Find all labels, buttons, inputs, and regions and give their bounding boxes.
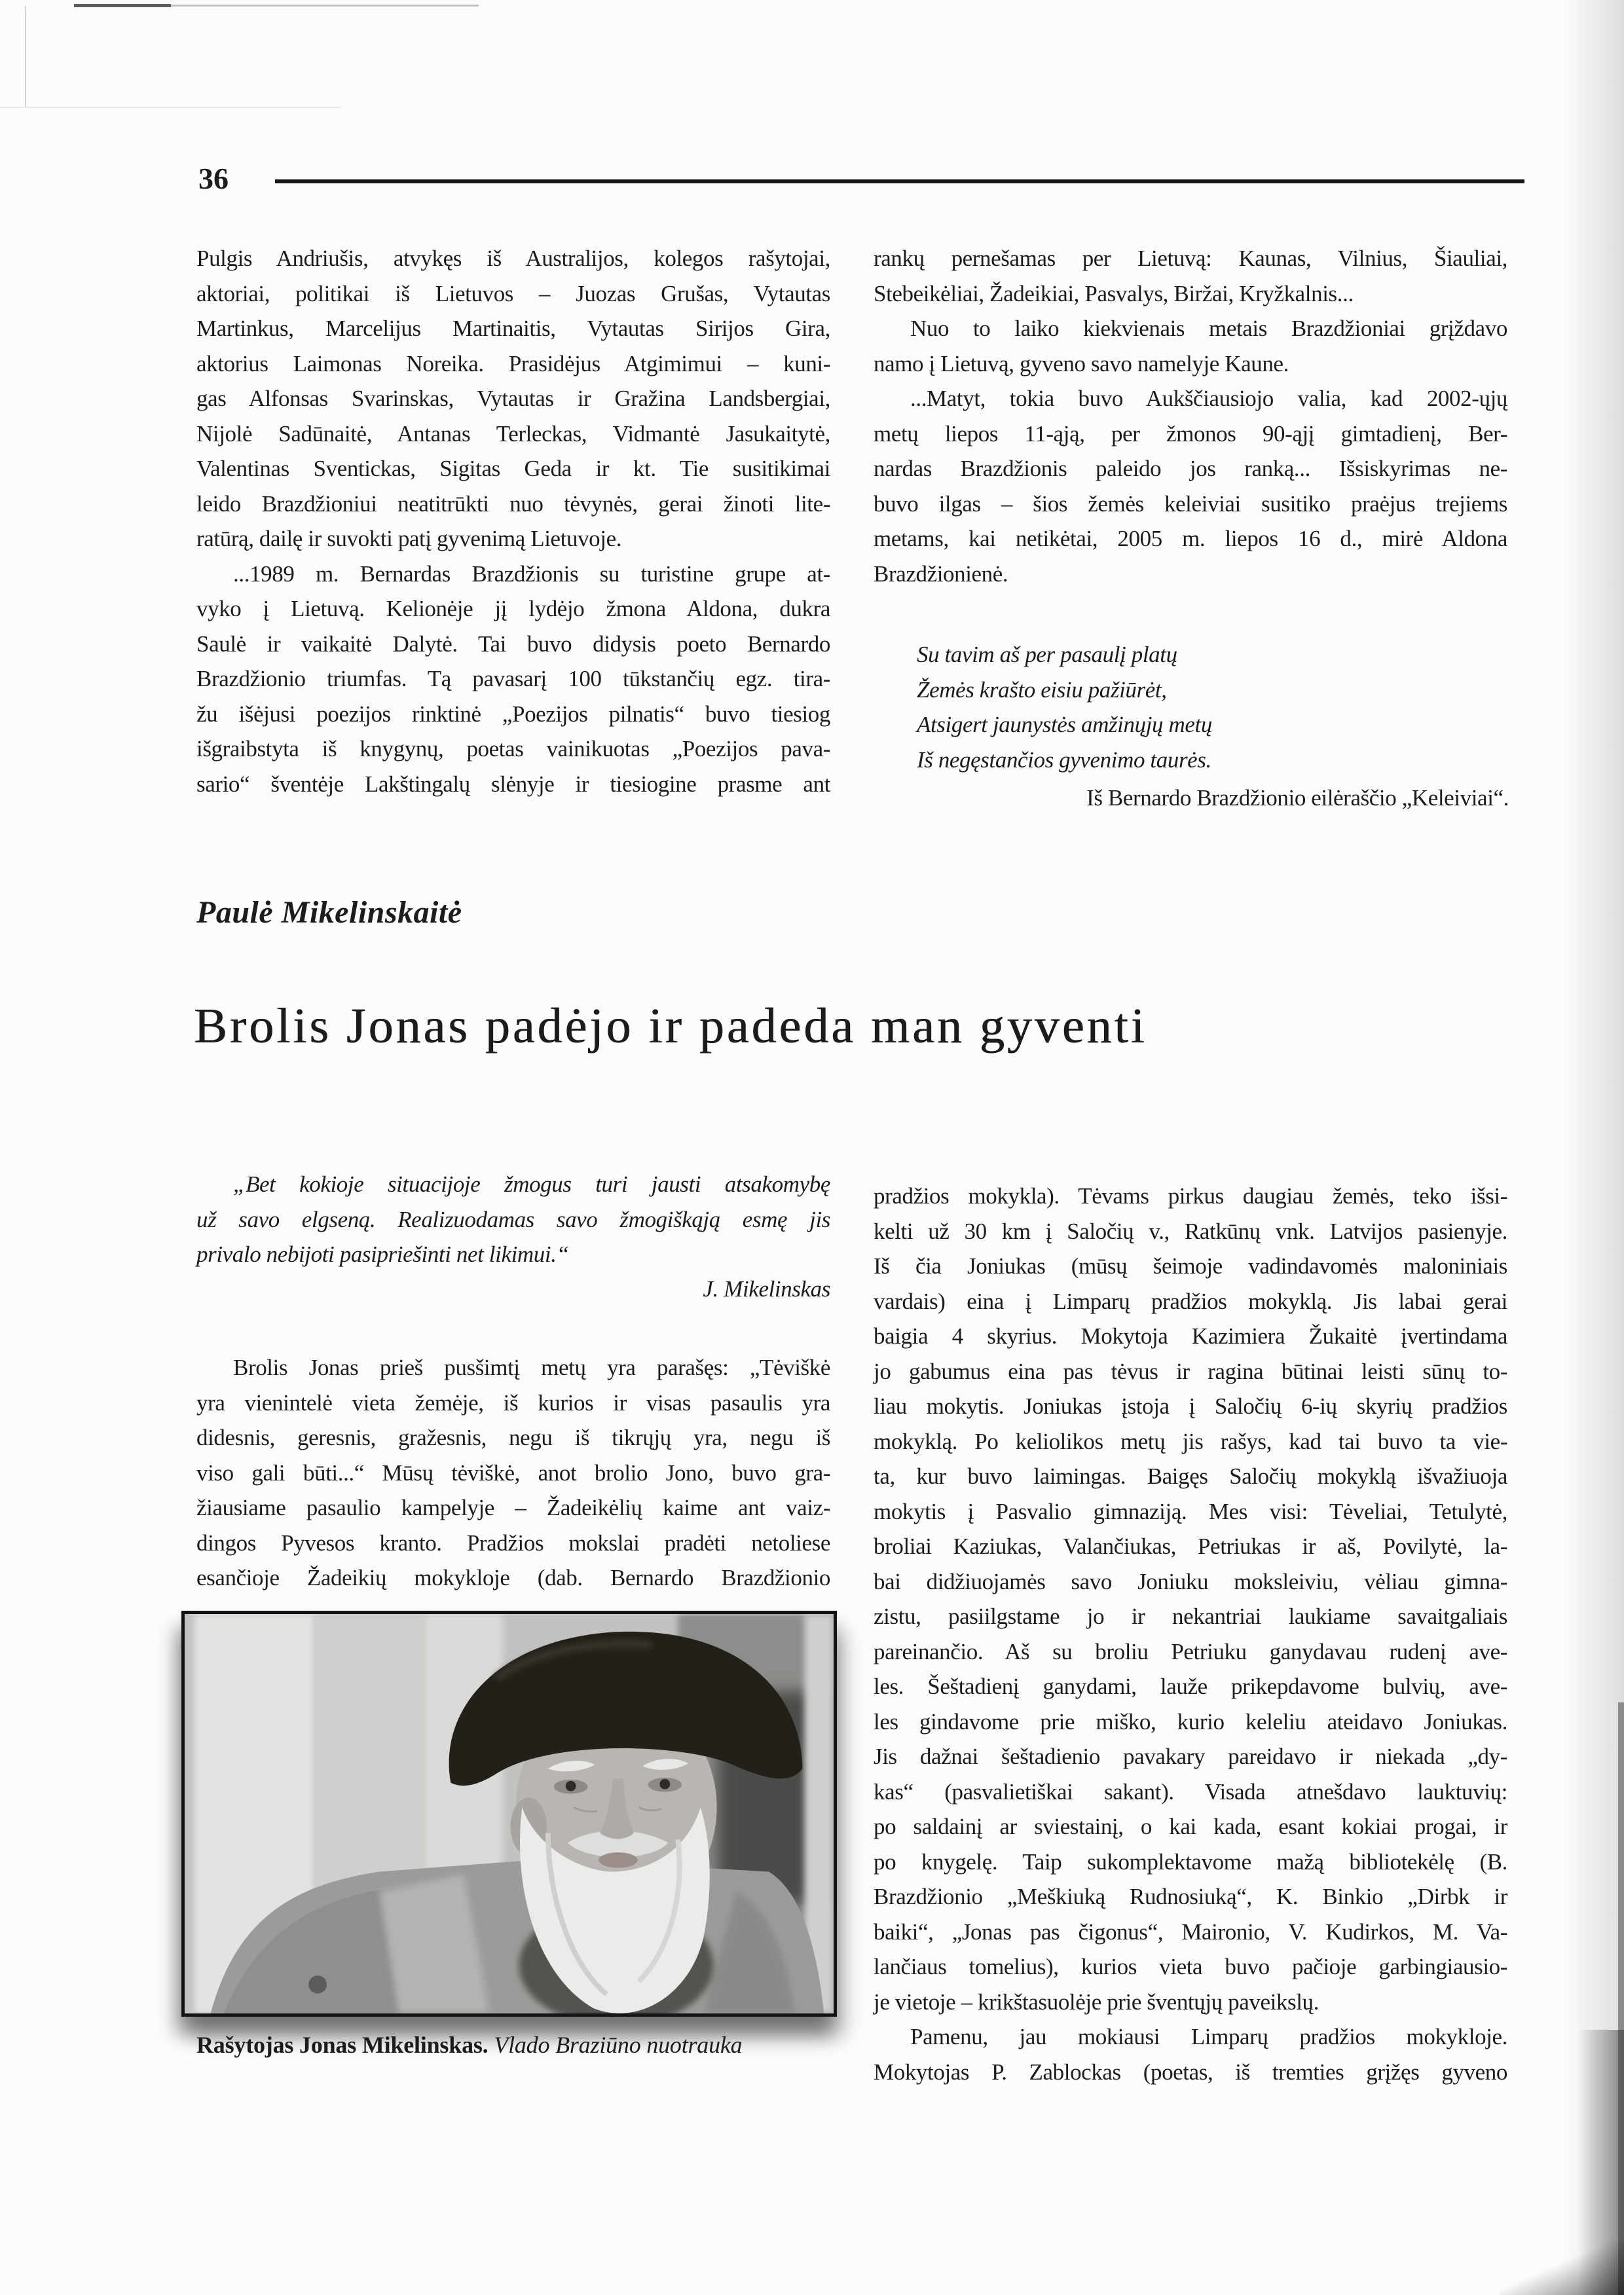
text-line: privalo nebijoti pasipriešinti net likimui.“	[196, 1241, 569, 1267]
text-line: metams, kai netikėtai, 2005 m. liepos 16 d., mirė Aldona	[874, 526, 1507, 551]
text-line: yra vienintelė vieta žemėje, iš kurios ir visas pasaulis yra	[196, 1389, 830, 1416]
text-line: mokyklą. Po keliolikos metų jis rašys, kad tai buvo ta vie-	[874, 1428, 1507, 1454]
poem-excerpt	[917, 637, 1212, 777]
text-line: Brazdžionienė.	[874, 560, 1008, 587]
text-line: po knygelę. Taip sukomplektavome mažą bibliotekėlę (B.	[874, 1848, 1507, 1875]
top-section-right-column	[874, 241, 1507, 591]
text-line: pareinančio. Aš su broliu Petriuku ganydavau rudenį ave-	[874, 1638, 1507, 1664]
text-line: Žemės krašto eisiu pažiūrėt,	[917, 676, 1167, 703]
text-line: zistu, pasiilgstame jo ir nekantriai laukiame savaitgaliais	[874, 1604, 1507, 1629]
text-line: Iš čia Joniukas (mūsų šeimoje vadindavomės maloniniais	[874, 1253, 1507, 1279]
text-line: Nuo to laiko kiekvienais metais Brazdžioniai grįždavo	[910, 316, 1507, 341]
text-line: viso gali būti...“ Mūsų tėviškė, anot brolio Jono, buvo gra-	[196, 1460, 830, 1486]
text-line: Martinkus, Marcelijus Martinaitis, Vytautas Sirijos Gira,	[196, 316, 830, 341]
text-line: aktoriai, politikai iš Lietuvos – Juozas Grušas, Vytautas	[196, 280, 830, 306]
text-line: liau mokytis. Joniukas įstoja į Saločių 6-ių skyrių pradžios	[874, 1393, 1507, 1419]
text-line: ...1989 m. Bernardas Brazdžionis su turistine grupe at-	[233, 560, 830, 587]
poem-attribution: Iš Bernardo Brazdžionio eilėraščio „Keleiviai“.	[1086, 785, 1509, 811]
text-line: Su tavim aš per pasaulį platų	[917, 642, 1177, 667]
text-line: Pulgis Andriušis, atvykęs iš Australijos, kolegos rašytojai,	[196, 246, 830, 271]
text-line: ratūrą, dailę ir suvokti patį gyvenimą Lietuvoje.	[196, 526, 622, 551]
text-line: Atsigert jaunystės amžinųjų metų	[917, 712, 1212, 737]
scan-shadow-right-lower	[1578, 2030, 1624, 2295]
text-line: les. Šeštadienį ganydami, lauže prikepdavome bulvių, ave-	[874, 1674, 1507, 1699]
text-line: rankų pernešamas per Lietuvą: Kaunas, Vilnius, Šiauliai,	[874, 246, 1507, 271]
text-line: didesnis, geresnis, gražesnis, negu iš tikrųjų yra, negu iš	[196, 1425, 830, 1450]
text-line: Pamenu, jau mokiausi Limparų pradžios mokykloje.	[910, 2024, 1507, 2049]
text-line: Nijolė Sadūnaitė, Antanas Terleckas, Vidmantė Jasukaitytė,	[196, 420, 830, 447]
page-number: 36	[198, 162, 229, 195]
text-line: žu išėjusi poezijos rinktinė „Poezijos pilnatis“ buvo tiesiog	[196, 701, 830, 727]
text-line: leido Brazdžioniui neatitrūkti nuo tėvynės, gerai žinoti lite-	[196, 490, 830, 517]
text-line: jo gabumus eina pas tėvus ir ragina būtinai leisti sūnų to-	[874, 1358, 1507, 1384]
text-line: buvo ilgas – šios žemės keleiviai susitiko praėjus trejiems	[874, 490, 1507, 517]
scan-artifact-top-line-faint	[171, 5, 479, 7]
text-line: gas Alfonsas Svarinskas, Vytautas ir Gražina Landsbergiai,	[196, 386, 830, 411]
text-line: Mokytojas P. Zablockas (poetas, iš tremties grįžęs gyveno	[874, 2059, 1507, 2085]
text-line: aktorius Laimonas Noreika. Prasidėjus Atgimimui – kuni-	[196, 350, 830, 376]
text-line: kelti už 30 km į Saločių v., Ratkūnų vnk. Latvijos pasienyje.	[874, 1218, 1507, 1244]
scan-shadow-right-edge	[1618, 1702, 1624, 2295]
text-line: bai didžiuojamės savo Joniuku moksleiviu, vėliau gimna-	[874, 1568, 1507, 1594]
portrait-photo	[181, 1611, 837, 2017]
text-line: kas“ (pasvalietiškai sakant). Visada atnešdavo lauktuvių:	[874, 1778, 1507, 1805]
text-line: les gindavome prie miško, kurio keleliu ateidavo Joniukas.	[874, 1708, 1507, 1735]
text-line: Valentinas Sventickas, Sigitas Geda ir kt. Tie susitikimai	[196, 456, 830, 481]
text-line: po saldainį ar sviestainį, o kai kada, esant kokiai progai, ir	[874, 1814, 1507, 1839]
text-line: Brazdžionio „Meškiuką Rudnosiuką“, K. Binkio „Dirbk ir	[874, 1884, 1507, 1909]
photo-caption-name: Rašytojas Jonas Mikelinskas.	[196, 2032, 489, 2058]
article-left-column	[196, 1350, 830, 1596]
text-line: pradžios mokykla). Tėvams pirkus daugiau žemės, teko išsi-	[874, 1183, 1507, 1209]
author-byline: Paulė Mikelinskaitė	[196, 895, 462, 930]
scan-artifact-top-line	[74, 4, 171, 7]
text-line: broliai Kaziukas, Valančiukas, Petriukas ir aš, Povilytė, la-	[874, 1533, 1507, 1559]
text-line: Iš negęstančios gyvenimo taurės.	[917, 746, 1211, 773]
text-line: Jis dažnai šeštadienio pavakary pareidavo ir niekada „dy-	[874, 1744, 1507, 1769]
photo-caption	[196, 2031, 742, 2059]
text-line: už savo elgseną. Realizuodamas savo žmogiškąją esmę jis	[196, 1206, 830, 1232]
text-line: vardais) eina į Limparų pradžios mokyklą. Jis labai gerai	[874, 1288, 1507, 1314]
text-line: ...Matyt, tokia buvo Aukščiausiojo valia, kad 2002-ųjų	[910, 386, 1507, 411]
top-section-left-column	[196, 241, 830, 801]
scan-artifact-horizontal-crease	[0, 107, 341, 108]
scan-artifact-left-edge	[25, 6, 26, 108]
text-line: ta, kur buvo laimingas. Baigęs Saločių mokyklą išvažiuoja	[874, 1463, 1507, 1489]
text-line: mokytis į Pasvalio gimnaziją. Mes visi: Tėveliai, Tetulytė,	[874, 1498, 1507, 1524]
text-line: išgraibstyta iš knygynų, poetas vainikuotas „Poezijos pava-	[196, 736, 830, 762]
photo-caption-credit: Vlado Braziūno nuotrauka	[488, 2032, 743, 2058]
text-line: nardas Brazdžionis paleido jos ranką... Išsiskyrimas ne-	[874, 456, 1507, 481]
scan-shadow-bottom-corner	[1500, 2239, 1624, 2295]
text-line: Brazdžionio triumfas. Tą pavasarį 100 tūkstančių egz. tira-	[196, 666, 830, 691]
text-line: namo į Lietuvą, gyveno savo namelyje Kaune.	[874, 350, 1289, 376]
text-line: baiki“, „Jonas pas čigonus“, Maironio, V. Kudirkos, M. Va-	[874, 1919, 1507, 1945]
text-line: vyko į Lietuvą. Kelionėje jį lydėjo žmona Aldona, dukra	[196, 596, 830, 621]
text-line: metų liepos 11-ąją, per žmonos 90-ąjį gimtadienį, Ber-	[874, 420, 1507, 447]
scan-shadow-right-band	[1562, 0, 1624, 2295]
header-rule	[275, 179, 1524, 183]
epigraph-attribution: J. Mikelinskas	[703, 1276, 830, 1302]
text-line: baigia 4 skyrius. Mokytoja Kazimiera Žukaitė įvertindama	[874, 1323, 1507, 1349]
epigraph-quote	[196, 1167, 830, 1272]
portrait-photo-illustration	[185, 1614, 834, 2013]
text-line: Saulė ir vaikaitė Dalytė. Tai buvo didysis poeto Bernardo	[196, 631, 830, 657]
text-line: je vietoje – krikštasuolėje prie šventųjų paveikslų.	[874, 1989, 1320, 2015]
text-line: „Bet kokioje situacijoje žmogus turi jausti atsakomybę	[233, 1171, 830, 1197]
article-title: Brolis Jonas padėjo ir padeda man gyventi	[194, 999, 1147, 1054]
text-line: Brolis Jonas prieš pusšimtį metų yra parašęs: „Tėviškė	[233, 1355, 830, 1380]
text-line: žiausiame pasaulio kampelyje – Žadeikėlių kaime ant vaiz-	[196, 1495, 830, 1520]
text-line: Stebeikėliai, Žadeikiai, Pasvalys, Biržai, Kryžkalnis...	[874, 280, 1354, 306]
article-right-column	[874, 1179, 1507, 2089]
text-line: lančiaus tomelius), kurios vieta buvo pačioje garbingiausio-	[874, 1954, 1507, 1979]
text-line: sario“ šventėje Lakštingalų slėnyje ir tiesiogine prasme ant	[196, 771, 830, 797]
text-line: dingos Pyvesos kranto. Pradžios mokslai pradėti netoliese	[196, 1530, 830, 1556]
text-line: esančioje Žadeikių mokykloje (dab. Bernardo Brazdžionio	[196, 1565, 830, 1590]
